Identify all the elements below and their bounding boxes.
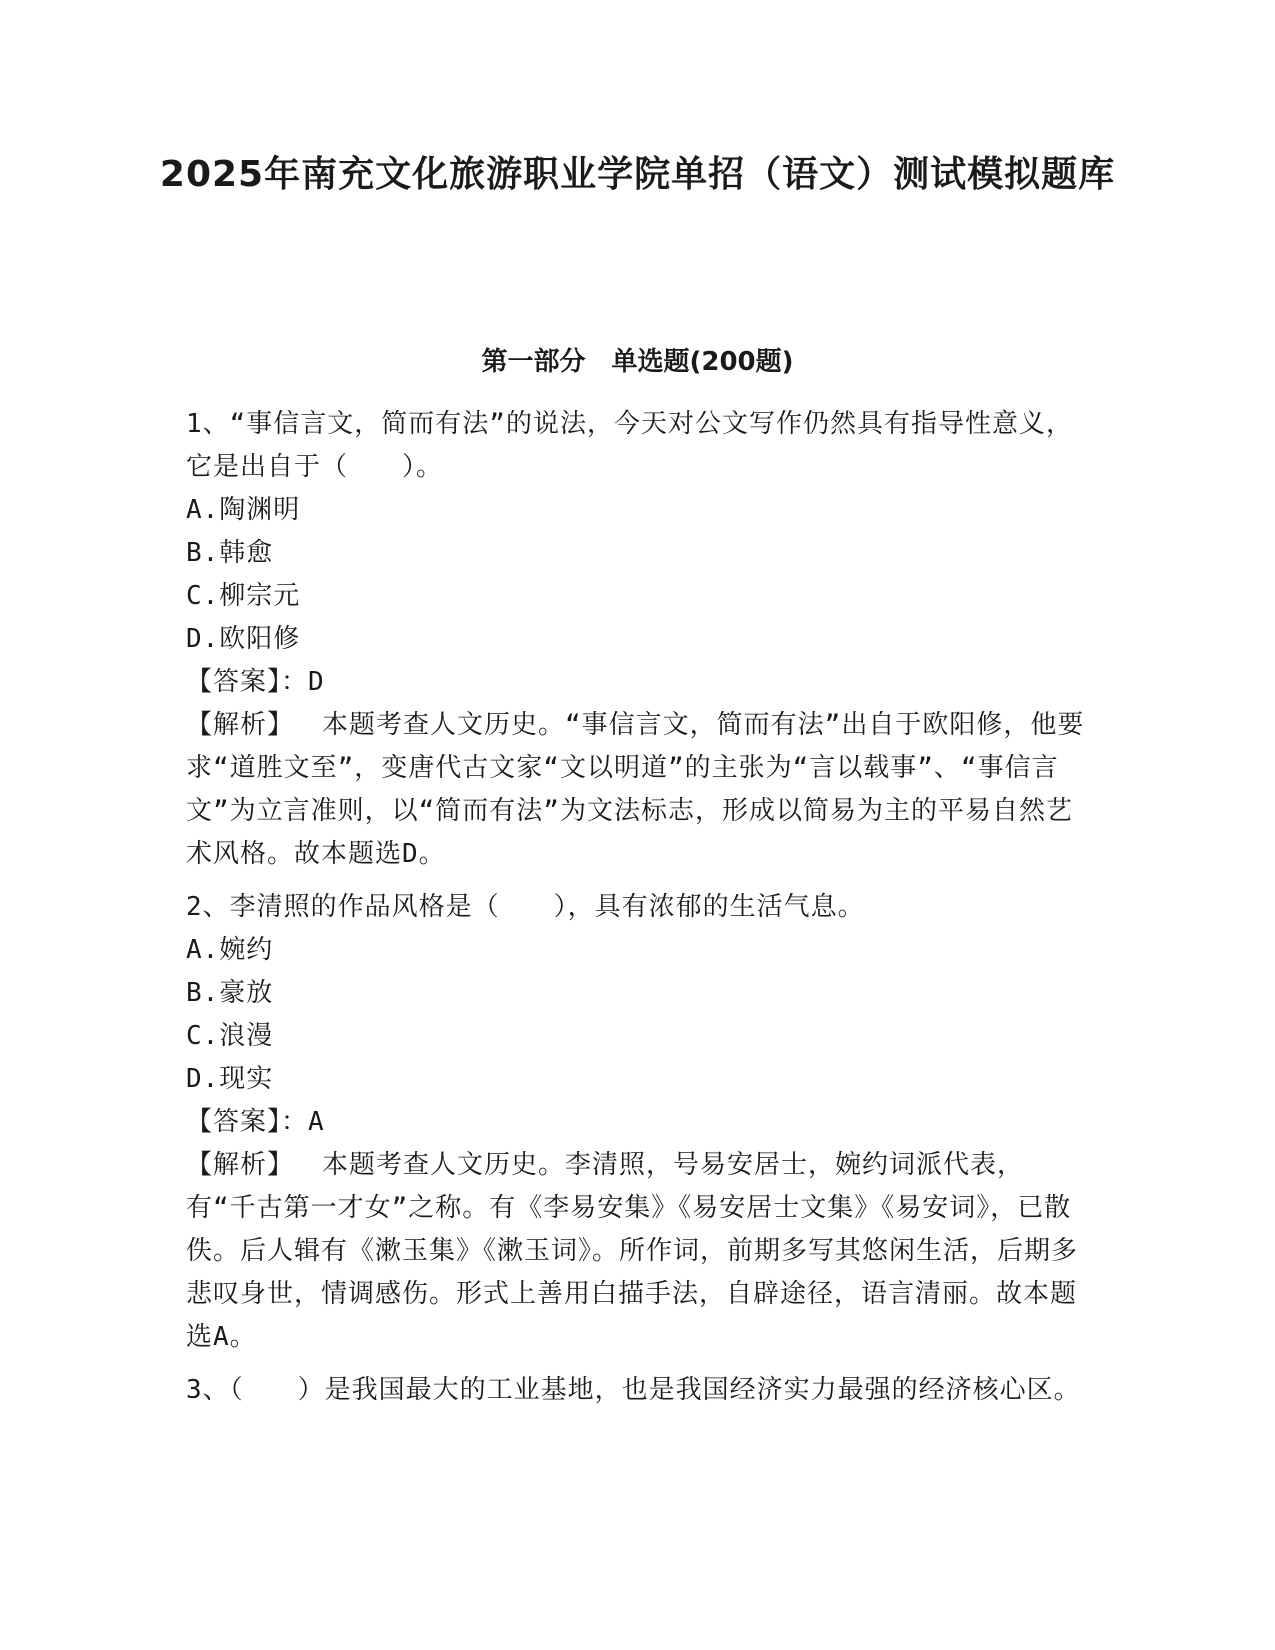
question-list — [186, 403, 1086, 1422]
option-a: A.陶渊明 — [186, 495, 301, 525]
option-d: D.欧阳修 — [186, 624, 301, 654]
question-1 — [186, 403, 1086, 876]
analysis-tag: 【解析】 — [186, 710, 295, 740]
question-stem: 1、“事信言文，简而有法”的说法，今天对公文写作仍然具有指导性意义，它是出自于（ ）。 — [186, 409, 1073, 482]
option-c: C.柳宗元 — [186, 581, 301, 611]
option-b: B.韩愈 — [186, 538, 274, 568]
question-stem: 2、李清照的作品风格是（ ），具有浓郁的生活气息。 — [186, 892, 865, 922]
option-d: D.现实 — [186, 1064, 274, 1094]
analysis-text: 本题考查人文历史。李清照，号易安居士，婉约词派代表，有“千古第一才女”之称。有《李易安集》《易安居士文集》《易安词》，已散佚。后人辑有《漱玉集》《漱玉词》。所作词，前期多写其悠闲生活，后期多悲叹身世，情调感伤。形式上善用白描手法，自辟途径，语言清丽。故本题选A。 — [186, 1150, 1079, 1352]
analysis-text: 本题考查人文历史。“事信言文，简而有法”出自于欧阳修，他要求“道胜文至”，变唐代古文家“文以明道”的主张为“言以载事”、“事信言文”为立言准则，以“简而有法”为文法标志，形成以简易为主的平易自然艺术风格。故本题选D。 — [186, 710, 1085, 869]
option-a: A.婉约 — [186, 935, 274, 965]
question-stem: 3、（ ）是我国最大的工业基地，也是我国经济实力最强的经济核心区。 — [186, 1375, 1081, 1405]
analysis-tag: 【解析】 — [186, 1150, 295, 1180]
document-title: 2025年南充文化旅游职业学院单招（语文）测试模拟题库 — [159, 154, 1116, 195]
question-3 — [186, 1369, 1086, 1412]
question-2 — [186, 886, 1086, 1359]
analysis-paragraph — [186, 704, 1086, 876]
section-title: 第一部分 单选题(200题) — [481, 347, 794, 377]
answer-line: 【答案】：A — [186, 1107, 325, 1137]
answer-line: 【答案】：D — [186, 667, 325, 697]
analysis-paragraph — [186, 1144, 1086, 1359]
option-b: B.豪放 — [186, 978, 274, 1008]
option-c: C.浪漫 — [186, 1021, 274, 1051]
